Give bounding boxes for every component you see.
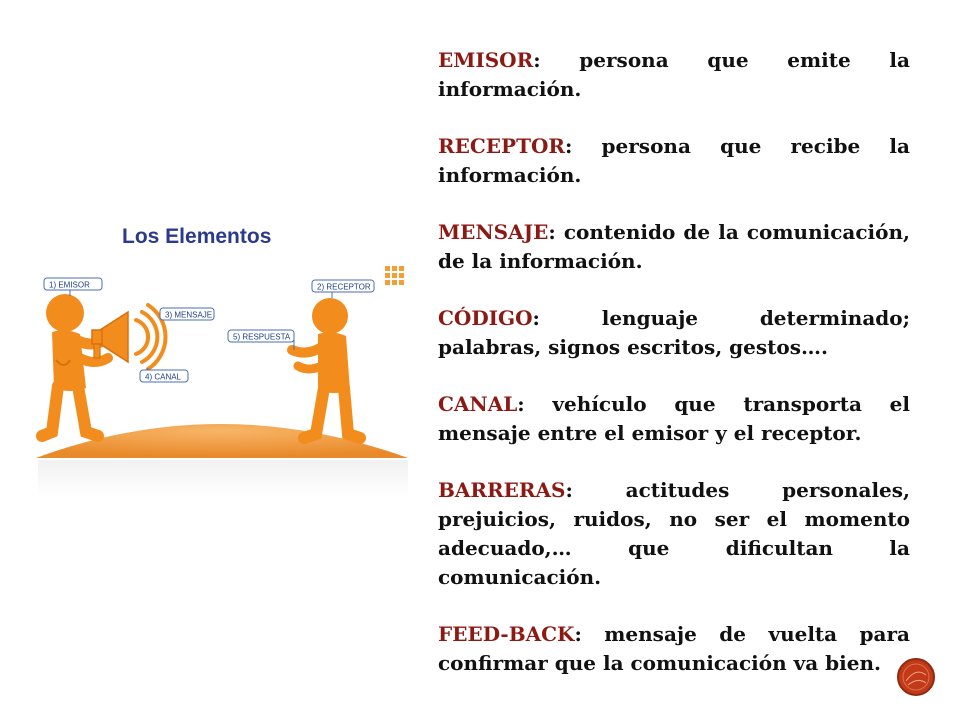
definition-codigo	[438, 304, 910, 362]
definition-text-emisor: : persona que emite la información.	[438, 48, 910, 101]
label-canal-text: 4) CANAL	[145, 372, 182, 382]
decorative-grid-icon	[385, 266, 404, 285]
communication-elements-illustration	[30, 210, 415, 500]
slide-nav-circle-button[interactable]	[896, 657, 936, 697]
definition-receptor	[438, 132, 910, 190]
definition-text-codigo: : lenguaje determinado; palabras, signos escritos, gestos….	[438, 306, 910, 359]
definition-text-canal: : vehículo que transporta el mensaje entre el emisor y el receptor.	[438, 392, 910, 445]
term-mensaje: MENSAJE	[438, 220, 549, 244]
definition-barreras	[438, 476, 910, 592]
label-respuesta	[228, 330, 294, 342]
label-receptor-text: 2) RECEPTOR	[317, 282, 371, 292]
definition-text-feedback: : mensaje de vuelta para confirmar que la comunicación va bien.	[438, 622, 910, 675]
label-receptor	[312, 280, 374, 292]
term-feedback: FEED-BACK	[438, 622, 575, 646]
label-mensaje	[160, 308, 214, 320]
definition-text-mensaje: : contenido de la comunicación, de la información.	[438, 220, 910, 273]
definition-emisor	[438, 46, 910, 104]
definition-feedback	[438, 620, 910, 678]
term-emisor: EMISOR	[438, 48, 534, 72]
illustration-title: Los Elementos	[122, 225, 272, 248]
definitions-list	[438, 46, 910, 706]
receptor-figure	[292, 298, 360, 438]
reflection-area	[38, 460, 408, 498]
term-codigo: CÓDIGO	[438, 306, 533, 330]
definition-text-receptor: : persona que recibe la información.	[438, 134, 910, 187]
term-barreras: BARRERAS	[438, 478, 566, 502]
term-receptor: RECEPTOR	[438, 134, 565, 158]
definition-canal	[438, 390, 910, 448]
definition-mensaje	[438, 218, 910, 276]
term-canal: CANAL	[438, 392, 518, 416]
definition-text-barreras: : actitudes personales, prejuicios, ruidos, no ser el momento adecuado,… que dificultan la comunicación.	[438, 478, 910, 589]
label-respuesta-text: 5) RESPUESTA	[233, 332, 291, 342]
label-emisor	[44, 278, 102, 290]
label-mensaje-text: 3) MENSAJE	[165, 310, 213, 320]
label-canal	[140, 370, 188, 382]
emisor-figure	[42, 294, 108, 436]
label-emisor-text: 1) EMISOR	[49, 280, 90, 290]
